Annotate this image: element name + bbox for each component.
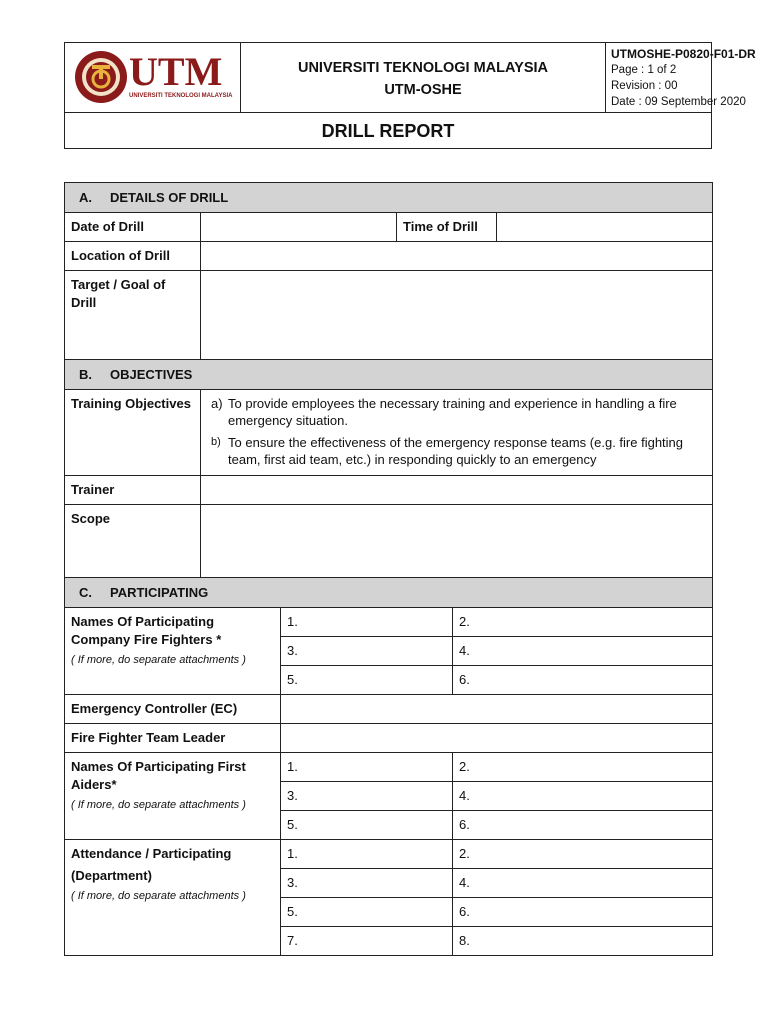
attendance-1[interactable]: 1.	[281, 840, 453, 869]
ec-field[interactable]	[281, 695, 713, 724]
location-row	[65, 242, 713, 271]
fire-fighter-2[interactable]: 2.	[453, 608, 713, 637]
objective-a-text: To provide employees the necessary training and experience in handling a fire emergency situation.	[228, 396, 677, 428]
ec-label: Emergency Controller (EC)	[65, 695, 281, 724]
section-c-title: PARTICIPATING	[110, 585, 209, 600]
first-aiders-label: Names Of Participating First Aiders*	[71, 759, 246, 792]
document-info	[606, 43, 756, 113]
section-a-letter: A.	[79, 190, 92, 205]
section-a-title: DETAILS OF DRILL	[110, 190, 229, 205]
location-field[interactable]	[201, 242, 713, 271]
objective-b-text: To ensure the effectiveness of the emergency response teams (e.g. fire fighting team, first aid team, etc.) in responding quickly to an emergency	[228, 435, 684, 467]
fire-fighters-row-1	[65, 608, 713, 637]
attendance-label: Attendance / Participating	[71, 846, 232, 861]
target-field[interactable]	[201, 271, 713, 360]
section-b-header	[65, 360, 713, 390]
first-aiders-note: ( If more, do separate attachments )	[71, 799, 246, 811]
first-aider-2[interactable]: 2.	[453, 753, 713, 782]
revision: Revision : 00	[611, 80, 678, 92]
scope-row	[65, 505, 713, 578]
training-objectives-label: Training Objectives	[65, 390, 201, 476]
attendance-5[interactable]: 5.	[281, 898, 453, 927]
attendance-7[interactable]: 7.	[281, 927, 453, 956]
date-time-row	[65, 213, 713, 242]
page-title: DRILL REPORT	[321, 121, 455, 141]
first-aider-5[interactable]: 5.	[281, 811, 453, 840]
fire-fighters-note: ( If more, do separate attachments )	[71, 654, 246, 666]
attendance-6[interactable]: 6.	[453, 898, 713, 927]
fire-fighters-label: Names Of Participating Company Fire Fighters *	[71, 614, 222, 647]
section-b-letter: B.	[79, 367, 92, 382]
scope-label: Scope	[65, 505, 201, 578]
fire-fighter-4[interactable]: 4.	[453, 637, 713, 666]
target-label: Target / Goal of Drill	[65, 271, 201, 360]
section-c-header	[65, 578, 713, 608]
team-leader-field[interactable]	[281, 724, 713, 753]
first-aider-4[interactable]: 4.	[453, 782, 713, 811]
page-number: Page : 1 of 2	[611, 64, 677, 76]
document-header	[64, 42, 756, 149]
attendance-department-label: (Department)	[71, 868, 152, 883]
trainer-field[interactable]	[201, 476, 713, 505]
objective-b	[211, 434, 706, 468]
attendance-4[interactable]: 4.	[453, 869, 713, 898]
objective-a-marker: a)	[211, 396, 223, 411]
fire-fighter-5[interactable]: 5.	[281, 666, 453, 695]
date-of-drill-label: Date of Drill	[65, 213, 201, 242]
first-aider-6[interactable]: 6.	[453, 811, 713, 840]
trainer-label: Trainer	[65, 476, 201, 505]
team-leader-label: Fire Fighter Team Leader	[65, 724, 281, 753]
logo-subtitle: UNIVERSITI TEKNOLOGI MALAYSIA	[129, 93, 233, 99]
attendance-3[interactable]: 3.	[281, 869, 453, 898]
fire-fighter-3[interactable]: 3.	[281, 637, 453, 666]
unit-name: UTM-OSHE	[384, 82, 462, 98]
header-top-row	[65, 43, 756, 113]
first-aider-1[interactable]: 1.	[281, 753, 453, 782]
section-c-letter: C.	[79, 585, 92, 600]
university-cell	[241, 43, 606, 113]
logo-cell	[65, 43, 241, 113]
training-objectives-row	[65, 390, 713, 476]
section-a-header	[65, 183, 713, 213]
attendance-2[interactable]: 2.	[453, 840, 713, 869]
objective-a	[211, 395, 706, 429]
ec-row	[65, 695, 713, 724]
team-leader-row	[65, 724, 713, 753]
scope-field[interactable]	[201, 505, 713, 578]
section-b-title: OBJECTIVES	[110, 367, 193, 382]
trainer-row	[65, 476, 713, 505]
drill-report-form	[64, 182, 713, 956]
first-aider-3[interactable]: 3.	[281, 782, 453, 811]
fire-fighter-1[interactable]: 1.	[281, 608, 453, 637]
date-of-drill-field[interactable]	[201, 213, 397, 242]
target-row	[65, 271, 713, 360]
first-aiders-label-cell	[65, 753, 281, 840]
utm-emblem-icon	[74, 50, 128, 104]
logo-wordmark: UTM	[129, 49, 223, 94]
attendance-label-cell	[65, 840, 281, 956]
objective-b-marker: b)	[211, 436, 221, 448]
first-aiders-row-1	[65, 753, 713, 782]
attendance-note: ( If more, do separate attachments )	[71, 890, 246, 902]
time-of-drill-field[interactable]	[497, 213, 713, 242]
location-label: Location of Drill	[65, 242, 201, 271]
university-name: UNIVERSITI TEKNOLOGI MALAYSIA	[297, 60, 548, 76]
fire-fighter-6[interactable]: 6.	[453, 666, 713, 695]
attendance-8[interactable]: 8.	[453, 927, 713, 956]
doc-code: UTMOSHE-P0820-F01-DR	[611, 47, 756, 61]
attendance-row-1	[65, 840, 713, 869]
doc-date: Date : 09 September 2020	[611, 96, 746, 108]
training-objectives-field	[201, 390, 713, 476]
fire-fighters-label-cell	[65, 608, 281, 695]
time-of-drill-label: Time of Drill	[397, 213, 497, 242]
title-row	[65, 113, 711, 149]
